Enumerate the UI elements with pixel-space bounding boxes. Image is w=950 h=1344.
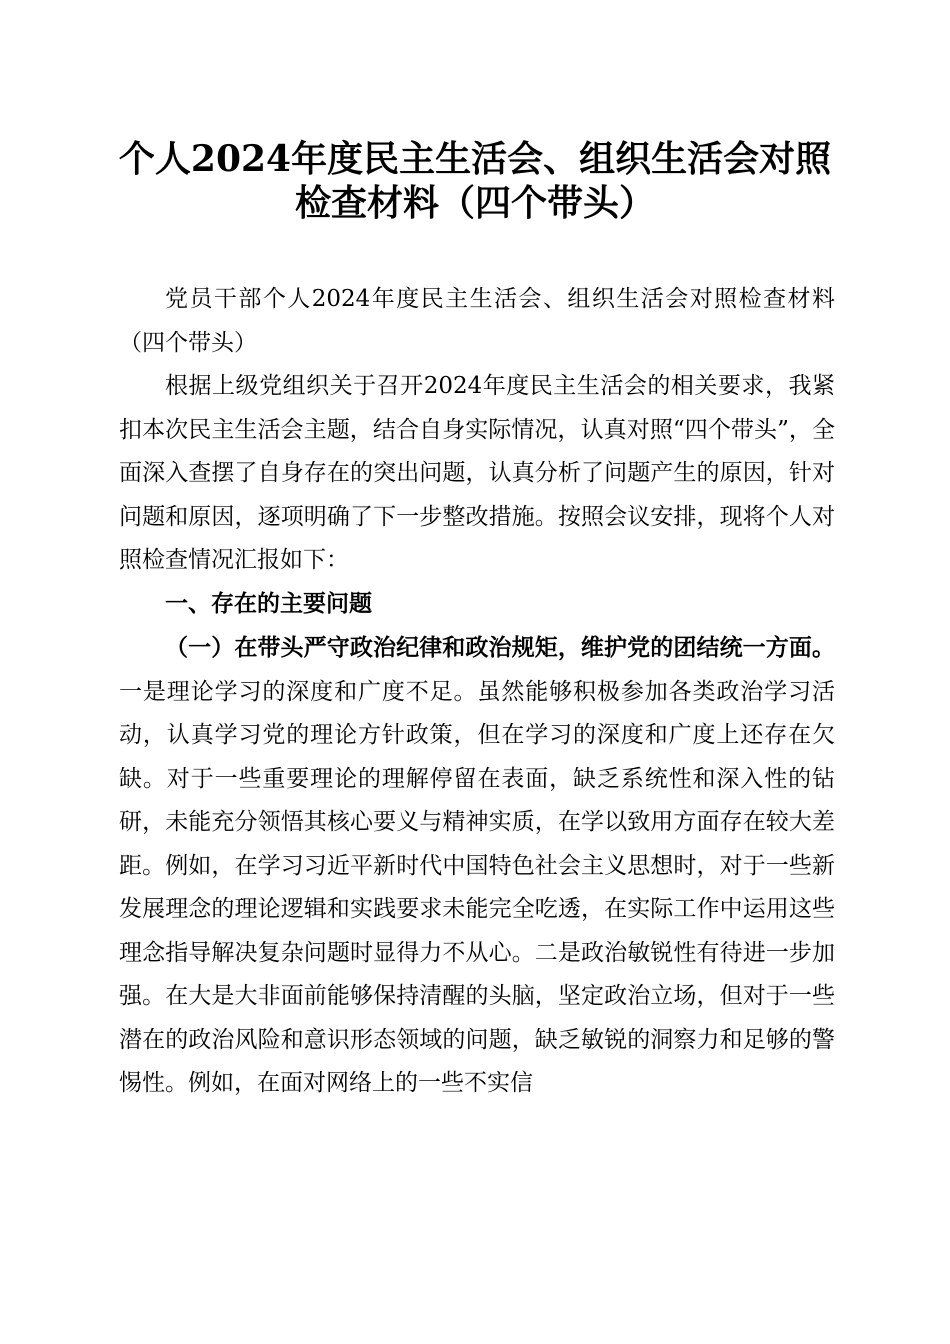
section-heading-problems: 一、存在的主要问题 bbox=[165, 590, 372, 617]
section-item-1-text: 一是理论学习的深度和广度不足。虽然能够积极参加各类政治学习活动，认真学习党的理论方针政策，但在学习的深度和广度上还存在欠缺。对于一些重要理论的理解停留在表面，缺乏系统性和深入性的钻研，未能充分领悟其核心要义与精神实质，在学以致用方面存在较大差距。例如，在学习习近平新时代中国特色社会主义思想时，对于一些新发展理念的理论逻辑和实践要求未能完全吃透，在实际工作中运用这些理念指导解决复杂问题时显得力不从心。二是政治敏锐性有待进一步加强。在大是大非面前能够保持清醒的头脑，坚定政治立场，但对于一些潜在的政治风险和意识形态领域的问题，缺乏敏锐的洞察力和足够的警惕性。例如，在面对网络上的一些不实信 bbox=[119, 678, 835, 1096]
intro-subtitle: 党员干部个人2024年度民主生活会、组织生活会对照检查材料（四个带头） bbox=[119, 286, 835, 356]
section-item-1-lead: （一）在带头严守政治纪律和政治规矩，维护党的团结统一方面。 bbox=[165, 634, 835, 661]
section-item-1 bbox=[119, 626, 835, 1106]
document-title-line-2: 检查材料（四个带头） bbox=[294, 182, 655, 224]
document-title-line-1: 个人2024年度民主生活会、组织生活会对照 bbox=[118, 138, 832, 180]
intro-paragraph: 根据上级党组织关于召开2024年度民主生活会的相关要求，我紧扣本次民主生活会主题，结合自身实际情况，认真对照“四个带头”，全面深入查摆了自身存在的突出问题，认真分析了问题产生的原因，针对问题和原因，逐项明确了下一步整改措施。按照会议安排，现将个人对照检查情况汇报如下： bbox=[119, 373, 835, 573]
document-body bbox=[119, 278, 835, 1106]
